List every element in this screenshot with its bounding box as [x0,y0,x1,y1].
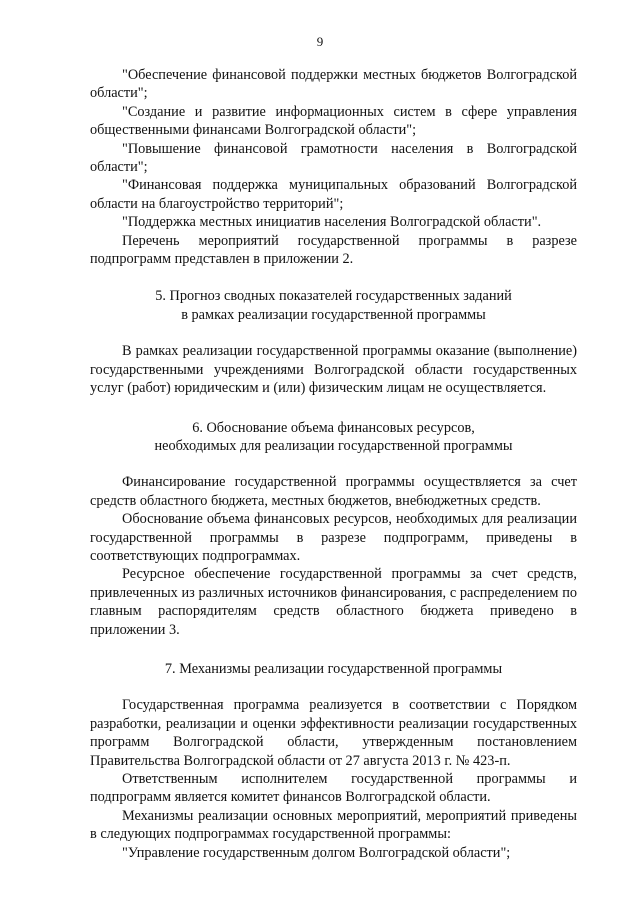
paragraph: Ресурсное обеспечение государственной программы за счет средств, привлеченных из различных источников финансирования, с распределением по главным распорядителям средств областного бюджета приведено в приложении 3. [90,566,577,638]
list-item: "Обеспечение финансовой поддержки местных бюджетов Волгоградской области"; [90,67,577,102]
section-7 [90,660,577,862]
paragraph: Финансирование государственной программы осуществляется за счет средств областного бюджета, местных бюджетов, внебюджетных средств. [90,474,577,509]
section-6 [90,419,577,639]
paragraph: Обоснование объема финансовых ресурсов, необходимых для реализации государственной программы в разрезе подпрограмм, приведены в соответствующих подпрограммах. [90,511,577,564]
paragraph: Ответственным исполнителем государственной программы и подпрограмм является комитет финансов Волгоградской области. [90,771,577,806]
list-item: "Создание и развитие информационных систем в сфере управления общественными финансами Волгоградской области"; [90,103,577,139]
list-item: "Управление государственным долгом Волгоградской области"; [122,844,511,861]
section-heading: 7. Механизмы реализации государственной программы [164,660,503,677]
paragraph: В рамках реализации государственной программы оказание (выполнение) государственными учреждениями Волгоградской области государственных услуг (работ) юридическим и (или) физическим лицам не осуществляется. [90,343,577,397]
list-item: "Повышение финансовой грамотности населения в Волгоградской области"; [90,140,577,176]
document-body [90,66,577,862]
section-heading: необходимых для реализации государственной программы [154,437,513,454]
paragraph: Механизмы реализации основных мероприятий, мероприятий приведены в следующих подпрограммах государственной программы: [90,807,577,843]
page-number: 9 [316,34,324,49]
list-item: "Финансовая поддержка муниципальных образований Волгоградской области на благоустройство территорий"; [90,177,577,212]
paragraph: Государственная программа реализуется в соответствии с Порядком разработки, реализации и оценки эффективности реализации государственных программ Волгоградской области, утвержденным постановлением Правительства Волгоградской области от 27 августа 2013 г. № 423-п. [90,697,577,769]
section-heading: 6. Обоснование объема финансовых ресурсов, [192,419,475,436]
section-heading: в рамках реализации государственной программы [181,306,486,323]
list-item: "Поддержка местных инициатив населения Волгоградской области". [122,214,542,231]
section-heading: 5. Прогноз сводных показателей государственных заданий [155,288,512,305]
paragraph: Перечень мероприятий государственной программы в разрезе подпрограмм представлен в приложении 2. [90,232,577,268]
section-5 [90,287,577,397]
